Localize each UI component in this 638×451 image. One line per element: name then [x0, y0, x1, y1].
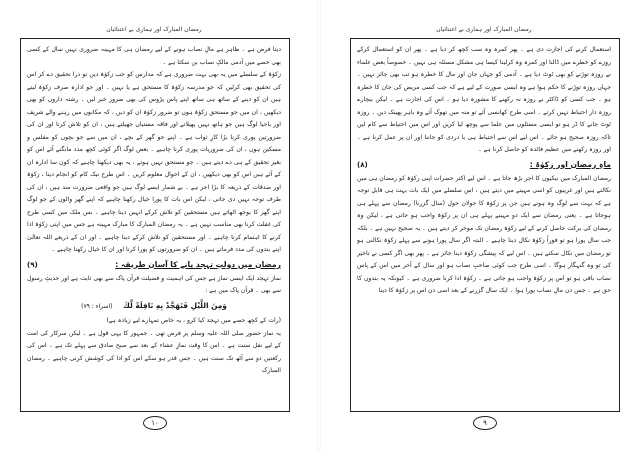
section-heading: رمضان میں دولتِ تہجد پانے کا آسان طریقہ :: [115, 259, 281, 269]
paragraph: دینا فرض ہے ۔ ظاہر ہے مالِ نصاب ہونے کے لیے رمضان ہی کا مہینہ ضروری نہیں سال کے کسی بھی حصے میں آدمی مالکِ نصاب بن سکتا ہے ۔: [27, 46, 281, 66]
verse-translation: (رات کے کچھ حصے میں تہجد کیا کرو ، یہ خاص تمہارے لیے زیادہ ہے): [106, 317, 281, 324]
section-number: (۹): [27, 260, 38, 269]
paragraph: استعمال کرنے کی اجازت دی ہے ۔ پھر کمرہ وہ سب کچھ کر دیا ہے ۔ پھر ان کو استعمال کرکے روزے کو خطرے میں ڈالنا اور کمرہ وہ کرلینا کیسا ہی مشکل مسئلہ ہی نہیں ۔ خصوصاً بعض علماء نے روزہ توڑنے کو بھی ٹوٹ دیا ہے ۔ آدمی کو جہاں جان اور مال کا خطرہ ہو تب بھی جائز نہیں ۔ جہاں روزہ توڑنے کا حکم ہوا ہے وہ ایسی صورت کے لیے ہے کہ جب کسی مریض کی جان کا خطرہ ہو ۔ جب کسی کو ڈاکٹر نے روزہ نہ رکھنے کا مشورہ دیا ہو ۔ اس کی اجازت ہے ۔ لیکن بیچارے روزہ دار احتیاط نہیں کرتے ۔ اسی طرح کھانسی آئے تو منہ میں تھوک آئے وہ باہر پھینک دیں ۔ روزہ ٹوٹ جانے کا ڈر ہو تو ایسی مسئلوں میں علما سے پوچھ لیا کریں اور اس میں احتیاط سے کام لیں تاکہ روزہ صحیح ہو جائے ۔ اس لیے اس سے احتیاط ہی یا دردی کو جاننا اور ان پر عمل کرنا ہے ۔ اور روزہ رکھنے میں عظیم فائدہ کو حاصل کرنا ہے ۔: [357, 46, 611, 153]
paragraph: رمضان المبارک میں نیکیوں کا اجر بڑھ جاتا ہے ۔ اس لیے اکثر حضرات اپنی زکوٰۃ کو رمضان ہی میں نکالتے ہیں اور غریبوں کو اسی مہینے میں دیتے ہیں ، اس سلسلے میں ایک بات بہت ہی قابل توجہ ہے کہ بہت سے لوگ وہ ہوتے ہیں جن پر زکوٰۃ کا حولان حول (سال گزرنا) رمضان سے پہلے ہی ہوجاتا ہے ۔ یعنی رمضان سے ایک دو مہینے پہلے ہی ان پر زکوٰۃ واجب ہو جاتی ہے ، لیکن وہ رمضان کی برکت حاصل کرنے کے لیے زکوٰۃ رمضان تک موخر کر دیتے ہیں ۔ یہ صحیح نہیں ہے ۔ بلکہ جب سال پورا ہو تو فوراً زکوٰۃ نکال دینا چاہیے ۔ البتہ اگر سال پورا ہونے سے پہلے زکوٰۃ نکالنی ہو تو رمضان میں نکال سکتے ہیں ۔ اس لیے کہ پیشگی زکوٰۃ دینا جائز ہے ۔ پھر بھی اگر کسی نے تاخیر کی تو وہ گنہگار ہوگا ۔ اسی طرح جب کوئی صاحبِ نصاب ہو اور سال کے آخر میں اس کے پاس نصاب باقی ہو تو اس پر زکوٰۃ واجب ہو جاتی ہے ۔ زکوٰۃ ادا کرنا ضروری ہے ۔ کیونکہ یہ بندوں کا حق ہے ۔ جس دن مالِ نصاب پورا ہوا ۔ ایک سال گزرنے کے بعد اسی دن اس پر زکوٰۃ کا دینا: [357, 174, 611, 294]
page-number: ۹: [473, 416, 497, 430]
section-number: (۸): [357, 160, 368, 169]
page-number: ۱۰: [143, 416, 167, 430]
verse-text: وَمِنَ اللَّيْلِ فَتَهَجَّدْ بِهِ نَافِلَةً لَّكَ: [123, 300, 227, 310]
right-page: [319, 0, 638, 451]
verse-reference: (اسراء : ۷۹): [81, 302, 113, 310]
page-body: [27, 44, 281, 404]
running-head: رمضان المبارک اور ہماری بے اعتنائیاں: [436, 26, 532, 33]
section-heading: ماہِ رمضان اور زکوٰۃ :: [529, 159, 611, 169]
section-heading-row: [27, 257, 281, 273]
arabic-verse: [27, 300, 281, 314]
running-head: رمضان المبارک اور ہماری بے اعتنائیاں: [106, 26, 202, 33]
paragraph: نماز تہجد ایک ایسی نماز ہے جس کی اہمیت و فضیلت قرآن پاک سے بھی ثابت ہے اور حدیثِ رسول سے بھی ۔ قرآن پاک میں ہے :: [27, 274, 281, 294]
section-heading-row: [357, 157, 611, 173]
page-body: [357, 44, 611, 404]
paragraph: یہ نماز حضور صلی اللہ علیہ وسلم پر فرض تھی ۔ جمہور کا یہی قول ہے ۔ لیکن سرکار کی امت کے لیے نفل سنت ہے ۔ اس کا وقت نمازِ عشاء کے بعد سے صبح صادق سے پہلے تک ہے ۔ اس کی رکعتیں دو سے آٹھ تک سنت ہیں ۔ جس قدر ہو سکے اس کو ادا کی کوشش کرنی چاہیے ۔ رمضان المبارک: [27, 329, 281, 374]
paragraph: زکوٰۃ کے سلسلے میں یہ بھی بہت ضروری ہے کہ مدارس کو جب زکوٰۃ دیں تو ذرا تحقیق دے کر اس کی تحقیق بھی کرلیں کہ جو مدرسہ زکوٰۃ کا مستحق ہے یا نہیں ۔ اور جو ادارہ صرف زکوٰۃ لیتے ہیں ان کو دینے کے ساتھ ہی ساتھ اپنے پاس پڑوس کی بھی ضرور خبر لیں ۔ رشتہ داروں کو بھی دیکھیں ، ان میں جو مستحق زکوٰۃ ہوں تو ضرور زکوٰۃ ان کو دیں ، کہ مکانوں میں رہنے والے شریف اور باحیا لوگ ہیں جو ہاتھ نہیں پھیلاتے اور فاقہ مستیاں جھیلتے ہیں ، ان کو تلاش کرنا اور ان کی ضرورتیں پوری کرنا بڑا کارِ ثواب ہے ۔ اپنے جو گھر کے بچے ، ان میں سے جو بچوں کو مفلس و مسکین ہوں ، ان کی ضروریات پوری کرنا چاہیے ۔ بعض لوگ اگر کوئی کچھ مدد مانگنے آئے اس کو بغیر تحقیق کے ہی دے دیتے ہیں ۔ جو مستحق نہیں ہوتے ، یہ بھی دیکھنا چاہیے کہ کون سا ادارہ ان کے آئے ہیں اس کو بھی دیکھیں ، ان کے احوال معلوم کریں ۔ اس طرح نیک کام کو انجام دینا ، زکوٰۃ اور صدقات کے ذریعہ کا بڑا اجر ہے ۔ بے شمار ایسے لوگ ہیں جو واقعی ضرورت مند ہیں ، ان کی طرف توجہ نہیں دی جاتی ، لیکن اس بات کا پورا خیال رکھنا چاہیے کہ اپنے گھر والوں کے جو لوگ اپنے گھر کا بوجھ اٹھاتے ہیں مستحقین کو تلاش کرکے انہیں دینا چاہیے ۔ بس ملک میں کسی طرح کی غفلت کرنا بھی مناسب نہیں ہے ۔ یہ رمضان المبارک کا مبارک مہینہ ہے جس میں اپنی زکوٰۃ ادا کرنے کا اہتمام کرنا چاہیے ۔ اور مستحقین کو تلاش کرکے دینا چاہیے ۔ اور ان کے ذریعے اللہ تعالیٰ اپنے بندوں کی مدد فرماتے ہیں ۔ ان کو ضرورتوں کو پورا کرنا اور ان کا خیال رکھنا چاہیے ۔: [27, 71, 281, 253]
